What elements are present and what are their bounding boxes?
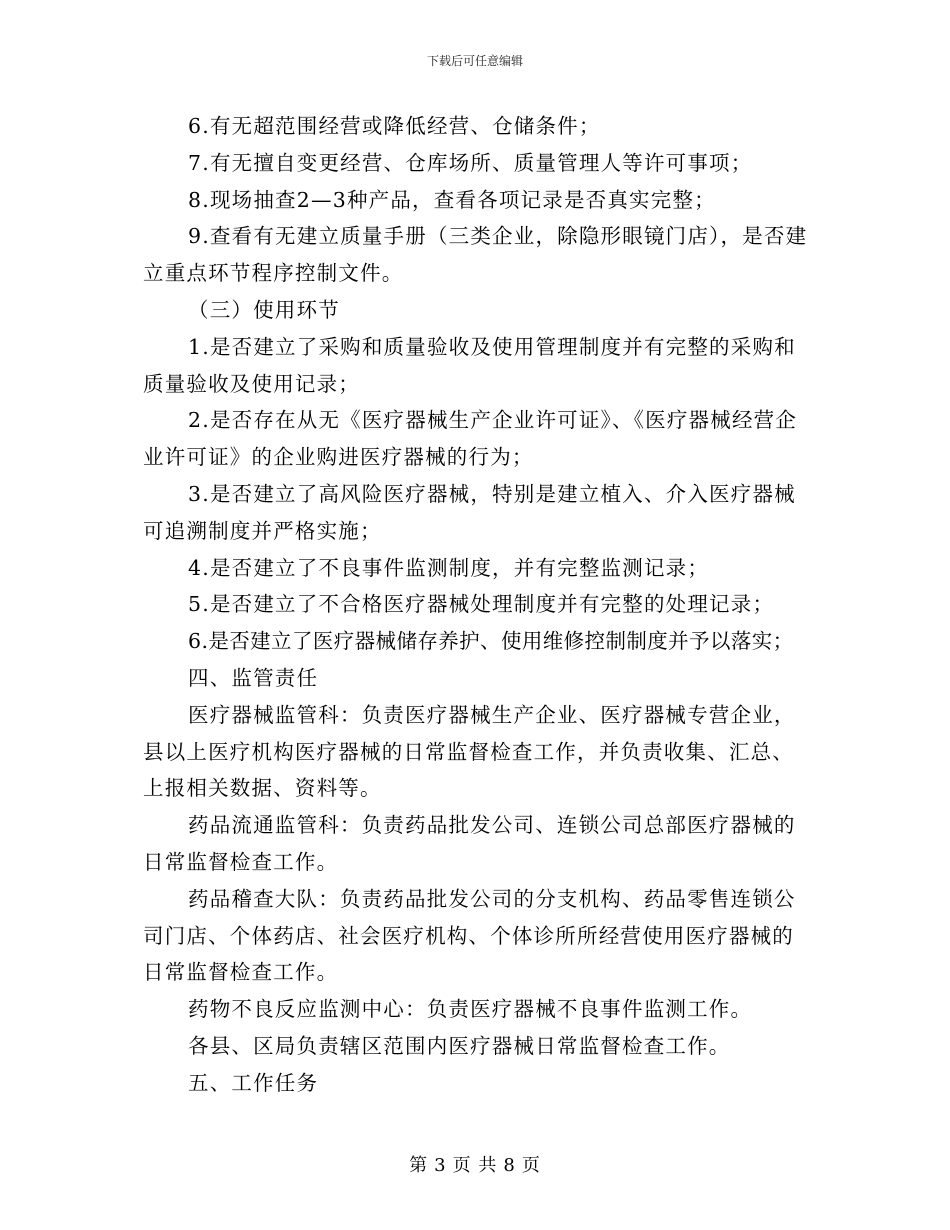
- paragraph: 3.是否建立了高风险医疗器械，特别是建立植入、介入医疗器械可追溯制度并严格实施；: [143, 481, 796, 543]
- total-page-number: 8: [503, 1155, 516, 1176]
- paragraph: 1.是否建立了采购和质量验收及使用管理制度并有完整的采购和质量验收及使用记录；: [143, 334, 796, 396]
- document-body: [143, 108, 813, 1102]
- paragraph: 8.现场抽查2—3种产品，查看各项记录是否真实完整；: [188, 187, 716, 212]
- paragraph: 医疗器械监管科：负责医疗器械生产企业、医疗器械专营企业，县以上医疗机构医疗器械的日常监督检查工作，并负责收集、汇总、上报相关数据、资料等。: [143, 702, 796, 801]
- section-heading: （三）使用环节: [188, 297, 340, 322]
- page-header: 下载后可任意编辑: [426, 54, 523, 68]
- section-heading: 四、监管责任: [188, 665, 319, 690]
- paragraph: 9.查看有无建立质量手册（三类企业，除隐形眼镜门店），是否建立重点环节程序控制文件。: [143, 224, 808, 286]
- page-footer: [0, 1155, 950, 1177]
- footer-mid: 页 共: [452, 1155, 498, 1176]
- paragraph: 药物不良反应监测中心：负责医疗器械不良事件监测工作。: [188, 997, 753, 1022]
- section-heading: 五、工作任务: [188, 1070, 319, 1095]
- paragraph: 5.是否建立了不合格医疗器械处理制度并有完整的处理记录；: [188, 592, 775, 617]
- paragraph: 4.是否建立了不良事件监测制度，并有完整监测记录；: [188, 555, 710, 580]
- paragraph: 药品流通监管科：负责药品批发公司、连锁公司总部医疗器械的日常监督检查工作。: [143, 813, 796, 874]
- current-page-number: 3: [434, 1155, 447, 1176]
- paragraph: 7.有无擅自变更经营、仓库场所、质量管理人等许可事项；: [188, 150, 753, 175]
- paragraph: 2.是否存在从无《医疗器械生产企业许可证》、《医疗器械经营企业许可证》的企业购进医疗器械的行为；: [143, 408, 798, 470]
- paragraph: 6.有无超范围经营或降低经营、仓储条件；: [188, 114, 601, 138]
- paragraph: 各县、区局负责辖区范围内医疗器械日常监督检查工作。: [188, 1033, 731, 1058]
- footer-suffix: 页: [521, 1155, 541, 1176]
- footer-prefix: 第: [409, 1155, 429, 1176]
- paragraph: 药品稽查大队：负责药品批发公司的分支机构、药品零售连锁公司门店、个体药店、社会医疗机构、个体诊所所经营使用医疗器械的日常监督检查工作。: [143, 886, 796, 985]
- paragraph: 6.是否建立了医疗器械储存养护、使用维修控制制度并予以落实；: [188, 629, 794, 654]
